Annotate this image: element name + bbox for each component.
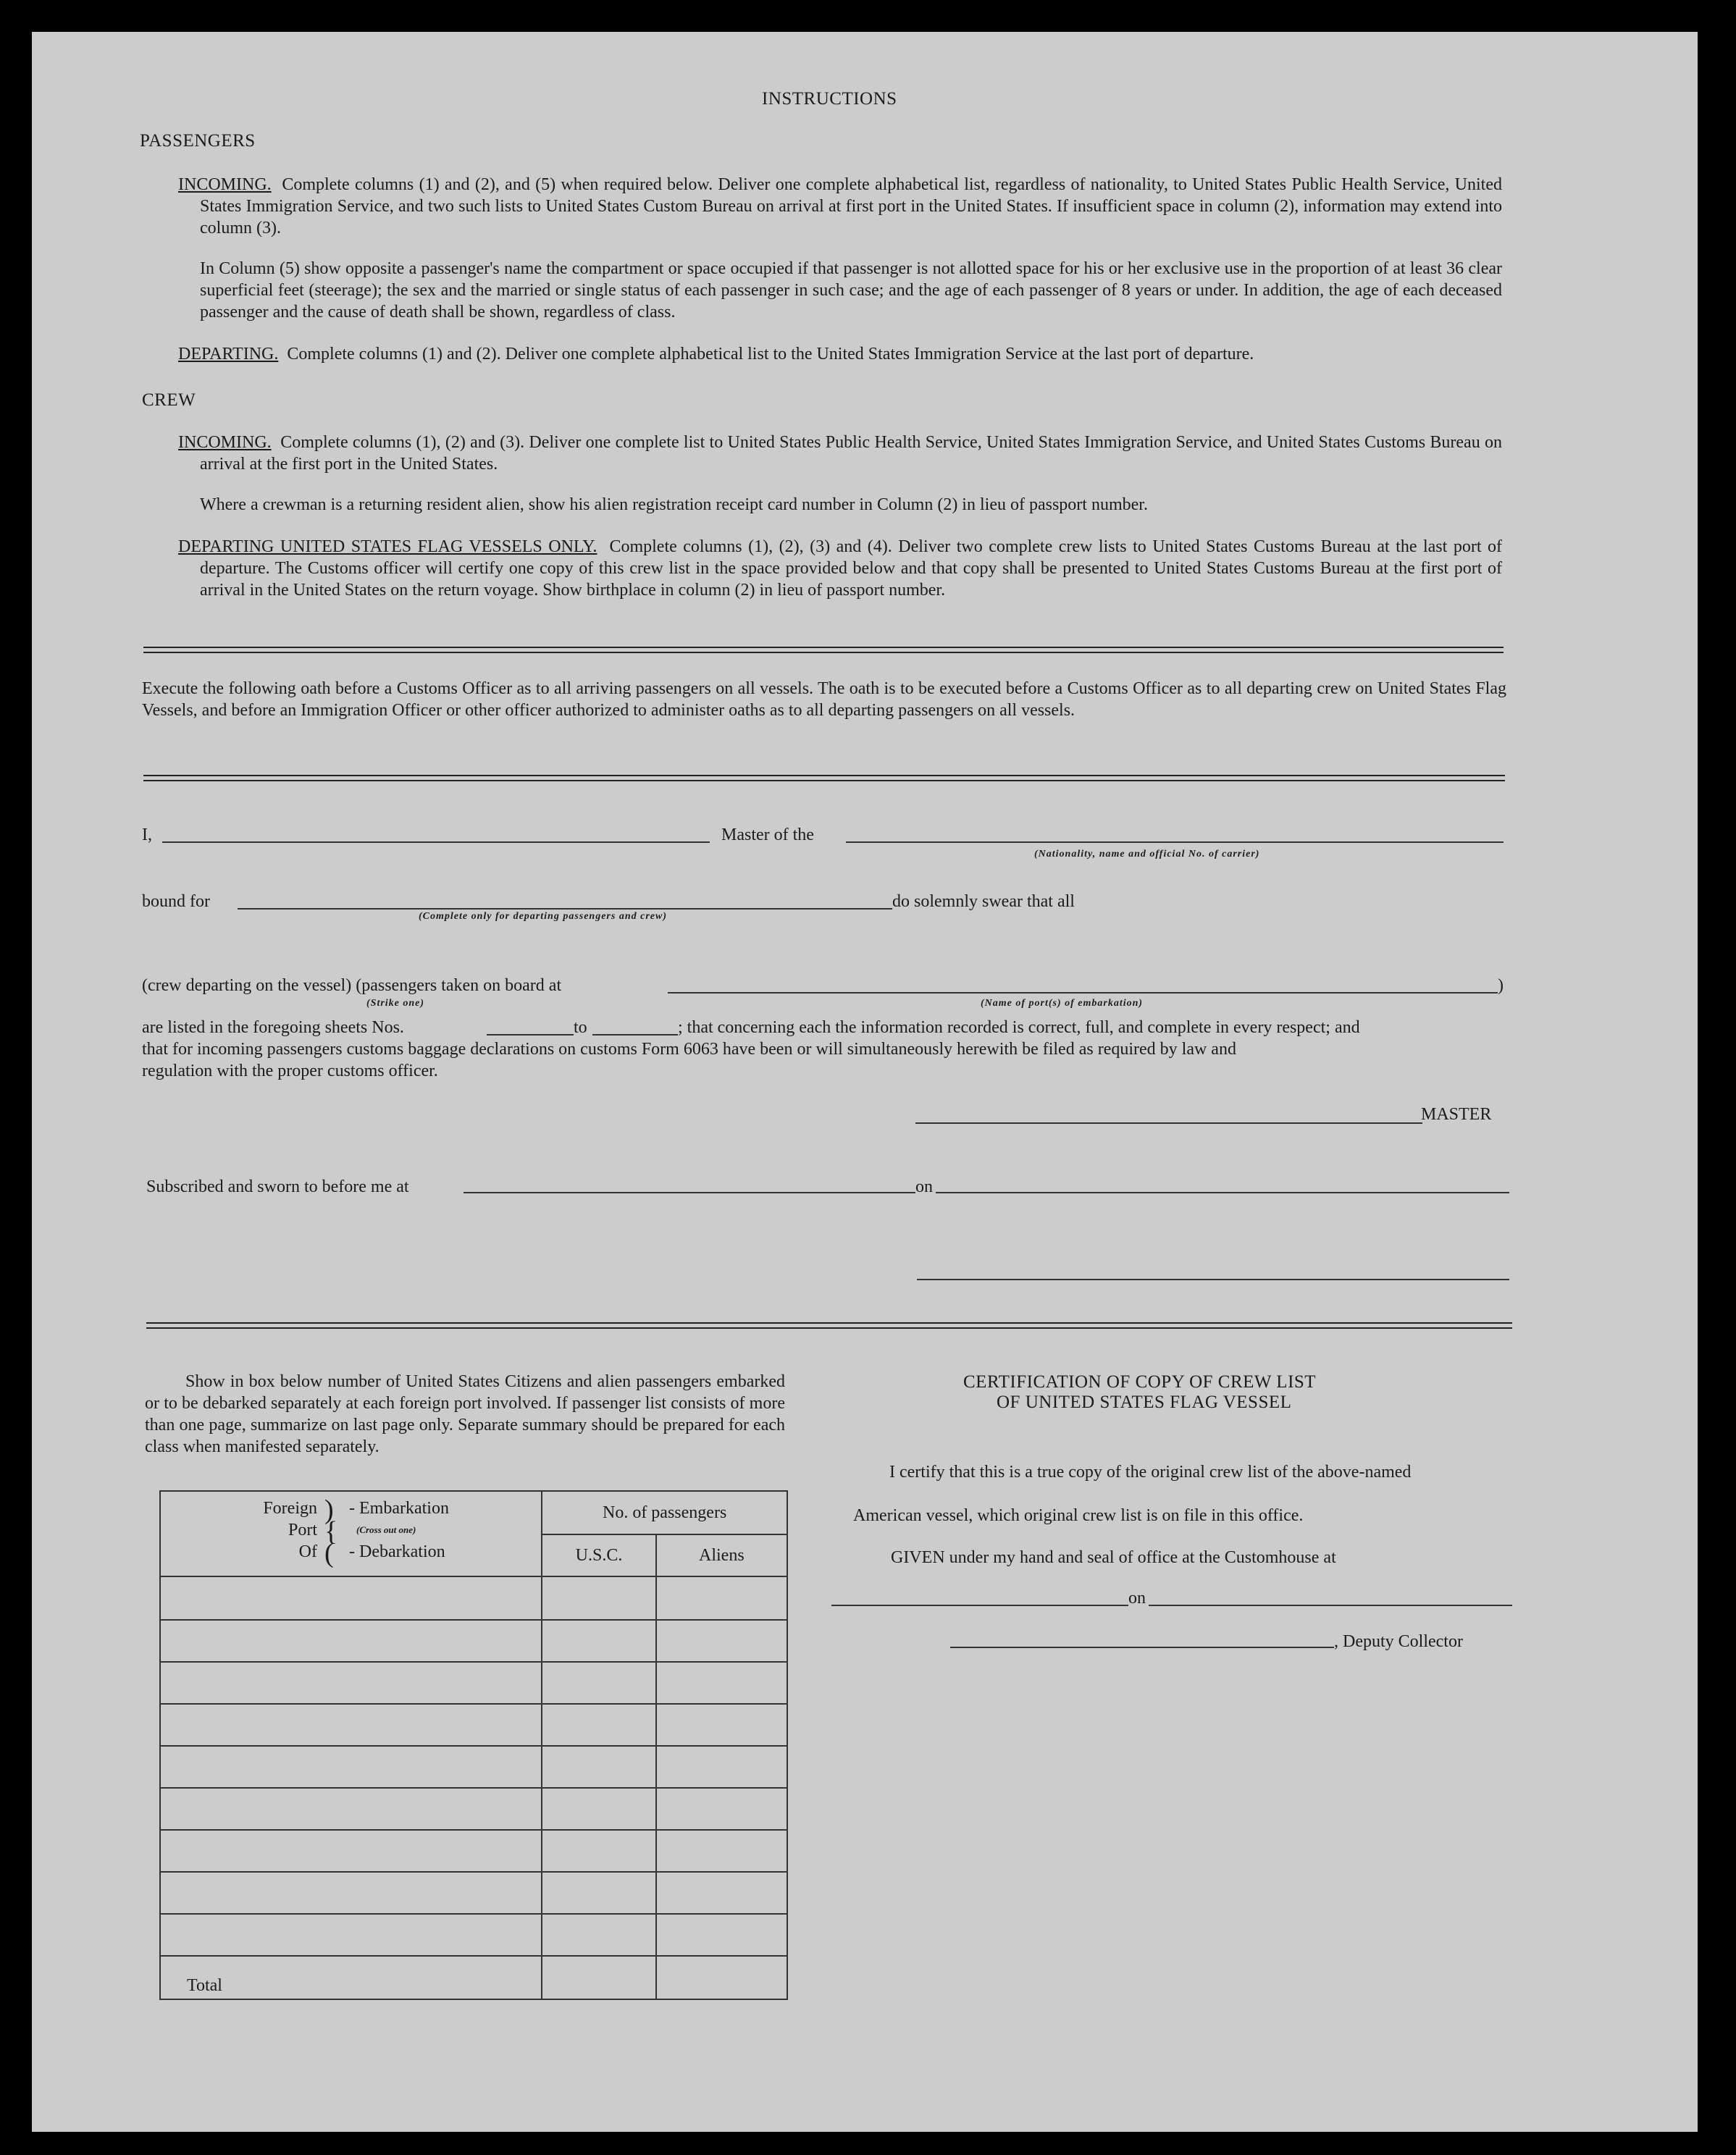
master-label: MASTER (1421, 1105, 1492, 1124)
port-cell[interactable] (160, 1872, 542, 1914)
sheet-to-field[interactable] (592, 1034, 678, 1036)
deputy-signature-field[interactable] (950, 1647, 1334, 1648)
embarkation-label: - Embarkation (349, 1499, 449, 1518)
port-cell[interactable] (160, 1662, 542, 1704)
certification-line3: GIVEN under my hand and seal of office at the Customhouse at (891, 1548, 1336, 1567)
port-cell[interactable] (160, 1914, 542, 1956)
certification-date-field[interactable] (1149, 1605, 1512, 1606)
port-cell[interactable] (160, 1746, 542, 1788)
passengers-departing-text: Complete columns (1) and (2). Deliver one complete alphabetical list to the United States Immigration Service at the last port of departure. (287, 345, 1254, 364)
crew-incoming-paragraph (178, 432, 1503, 475)
port-cell[interactable] (160, 1576, 542, 1620)
embarkation-port-field[interactable] (668, 992, 1498, 994)
officer-signature-field[interactable] (917, 1279, 1509, 1280)
port-cell[interactable] (160, 1830, 542, 1872)
passengers-incoming-text: Complete columns (1) and (2), and (5) when required below. Deliver one complete alphabetical list, regardless of nationality, to United States Public Health Service, United States Immigration Service, and two such lists to United States Custom Bureau on arrival at first port in the United States. If insufficient space in column (2), information may extend into column (3). (200, 175, 1502, 238)
table-row (160, 1576, 787, 1620)
usc-cell[interactable] (542, 1576, 655, 1620)
table-row (160, 1620, 787, 1662)
strike-one-hint: (Strike one) (366, 998, 425, 1009)
foreign-port-header (160, 1491, 542, 1576)
table-row (160, 1662, 787, 1704)
usc-cell[interactable] (542, 1914, 655, 1956)
foreign-label: Foreign (263, 1499, 317, 1518)
aliens-cell[interactable] (656, 1662, 787, 1704)
usc-cell[interactable] (542, 1662, 655, 1704)
certification-title-line1: CERTIFICATION OF COPY OF CREW LIST (963, 1372, 1317, 1392)
usc-cell[interactable] (542, 1704, 655, 1746)
close-paren: ) (1498, 976, 1504, 995)
summary-instruction: Show in box below number of United States Citizens and alien passengers embarked or to be debarked separately at each foreign port involved. If passenger list consists of more than one page, summarize on last page only. Separate summary should be prepared for each class when manifested separately. (145, 1372, 785, 1456)
port-cell[interactable] (160, 1704, 542, 1746)
divider (146, 1322, 1512, 1329)
usc-header: U.S.C. (542, 1534, 655, 1576)
aliens-cell[interactable] (656, 1576, 787, 1620)
to-word: to (574, 1018, 587, 1037)
no-passengers-header: No. of passengers (542, 1491, 787, 1534)
table-row (160, 1830, 787, 1872)
oath-instruction: Execute the following oath before a Customs Officer as to all arriving passengers on all vessels. The oath is to be executed before a Customs Officer as to all departing crew on United States Flag Vessels, and before an Immigration Officer or other officer authorized to administer oaths as to all departing passengers on all vessels. (142, 679, 1506, 720)
aliens-total-cell[interactable] (656, 1956, 787, 1999)
bound-for-label: bound for (142, 892, 210, 911)
crew-departing-label: DEPARTING UNITED STATES FLAG VESSELS ONLY. (178, 537, 597, 556)
aliens-header: Aliens (656, 1534, 787, 1576)
table-row (160, 1914, 787, 1956)
listed-line3: regulation with the proper customs officer. (142, 1062, 438, 1080)
passengers-incoming-label: INCOMING. (178, 175, 272, 194)
deputy-collector-label: , Deputy Collector (1334, 1632, 1463, 1651)
table-row (160, 1872, 787, 1914)
sworn-date-field[interactable] (936, 1192, 1509, 1193)
listed-prefix: are listed in the foregoing sheets Nos. (142, 1018, 404, 1037)
port-hint: (Name of port(s) of embarkation) (981, 998, 1144, 1009)
debarkation-label: - Debarkation (349, 1542, 445, 1561)
aliens-cell[interactable] (656, 1872, 787, 1914)
table-row (160, 1704, 787, 1746)
usc-cell[interactable] (542, 1620, 655, 1662)
brace-icon: ) { ( (324, 1495, 338, 1568)
listed-rest: ; that concerning each the information recorded is correct, full, and complete in every respect; and (678, 1018, 1360, 1037)
crew-departing-text: (crew departing on the vessel) (passengers taken on board at (142, 976, 562, 995)
certification-title-line2: OF UNITED STATES FLAG VESSEL (997, 1392, 1292, 1412)
master-name-field[interactable] (162, 841, 710, 843)
aliens-cell[interactable] (656, 1704, 787, 1746)
sheet-from-field[interactable] (487, 1034, 574, 1036)
port-cell[interactable] (160, 1620, 542, 1662)
usc-cell[interactable] (542, 1830, 655, 1872)
usc-cell[interactable] (542, 1788, 655, 1830)
nationality-hint: (Nationality, name and official No. of carrier) (1034, 849, 1260, 860)
crew-alien-text: Where a crewman is a returning resident alien, show his alien registration receipt card number in Column (2) in lieu of passport number. (200, 495, 1148, 514)
total-row (160, 1956, 787, 1999)
divider (143, 647, 1504, 653)
listed-line2-text: that for incoming passengers customs baggage declarations on customs Form 6063 have been or will simultaneously herewith be filed as required by law and (142, 1040, 1236, 1059)
crew-departing-text: Complete columns (1), (2), (3) and (4). Deliver two complete crew lists to United States Customs Bureau at the last port of departure. The Customs officer will certify one copy of this crew list in the space provided below and that copy shall be presented to United States Customs Bureau at the first port of arrival in the United States on the return voyage. Show birthplace in column (2) in lieu of passport number. (200, 537, 1502, 600)
master-of-the-label: Master of the (721, 826, 814, 844)
table-row (160, 1746, 787, 1788)
page-title: INSTRUCTIONS (762, 89, 897, 109)
passengers-column5-paragraph: In Column (5) show opposite a passenger's name the compartment or space occupied if that passenger is not allotted space for his or her exclusive use in the proportion of at least 36 clear superficial feet (steerage); the sex and the married or single status of each passenger in such case; and the age of each passenger of 8 years or under. In addition, the age of each deceased passenger and the cause of death shall be shown, regardless of class. (200, 259, 1502, 322)
usc-total-cell[interactable] (542, 1956, 655, 1999)
subscribed-text: Subscribed and sworn to before me at (146, 1177, 409, 1196)
passengers-departing-line (178, 343, 1254, 365)
master-signature-field[interactable] (915, 1122, 1422, 1124)
oath-i-label: I, (142, 826, 152, 844)
passengers-departing-label: DEPARTING. (178, 345, 279, 364)
crew-departing-paragraph (178, 536, 1502, 601)
sworn-place-field[interactable] (464, 1192, 915, 1193)
total-label: Total (160, 1956, 542, 1999)
customhouse-place-field[interactable] (831, 1605, 1128, 1606)
on-word: on (915, 1177, 933, 1196)
table-row (160, 1788, 787, 1830)
of-label: Of (298, 1542, 317, 1561)
listed-line2 (142, 1038, 1506, 1060)
aliens-cell[interactable] (656, 1830, 787, 1872)
certification-line2: American vessel, which original crew list is on file in this office. (853, 1506, 1304, 1525)
crew-incoming-label: INCOMING. (178, 433, 272, 452)
crew-incoming-text: Complete columns (1), (2) and (3). Deliver one complete list to United States Public Health Service, United States Immigration Service, and United States Customs Bureau on arrival at the first port in the United States. (200, 433, 1503, 474)
divider (143, 775, 1505, 781)
aliens-cell[interactable] (656, 1620, 787, 1662)
complete-only-hint: (Complete only for departing passengers and crew) (419, 911, 667, 922)
port-cell[interactable] (160, 1788, 542, 1830)
usc-cell[interactable] (542, 1872, 655, 1914)
port-label: Port (288, 1521, 317, 1539)
aliens-cell[interactable] (656, 1914, 787, 1956)
passenger-summary-table (159, 1490, 788, 2000)
swear-text: do solemnly swear that all (892, 892, 1075, 911)
usc-cell[interactable] (542, 1746, 655, 1788)
crew-heading: CREW (142, 390, 196, 410)
passengers-incoming-paragraph (178, 174, 1502, 239)
cross-out-hint: (Cross out one) (356, 1524, 416, 1535)
certification-line1: I certify that this is a true copy of the original crew list of the above-named (889, 1463, 1412, 1482)
passengers-heading: PASSENGERS (140, 131, 256, 151)
aliens-cell[interactable] (656, 1746, 787, 1788)
certification-on-word: on (1128, 1589, 1146, 1608)
bound-for-field[interactable] (238, 908, 892, 910)
aliens-cell[interactable] (656, 1788, 787, 1830)
carrier-field[interactable] (846, 841, 1504, 843)
